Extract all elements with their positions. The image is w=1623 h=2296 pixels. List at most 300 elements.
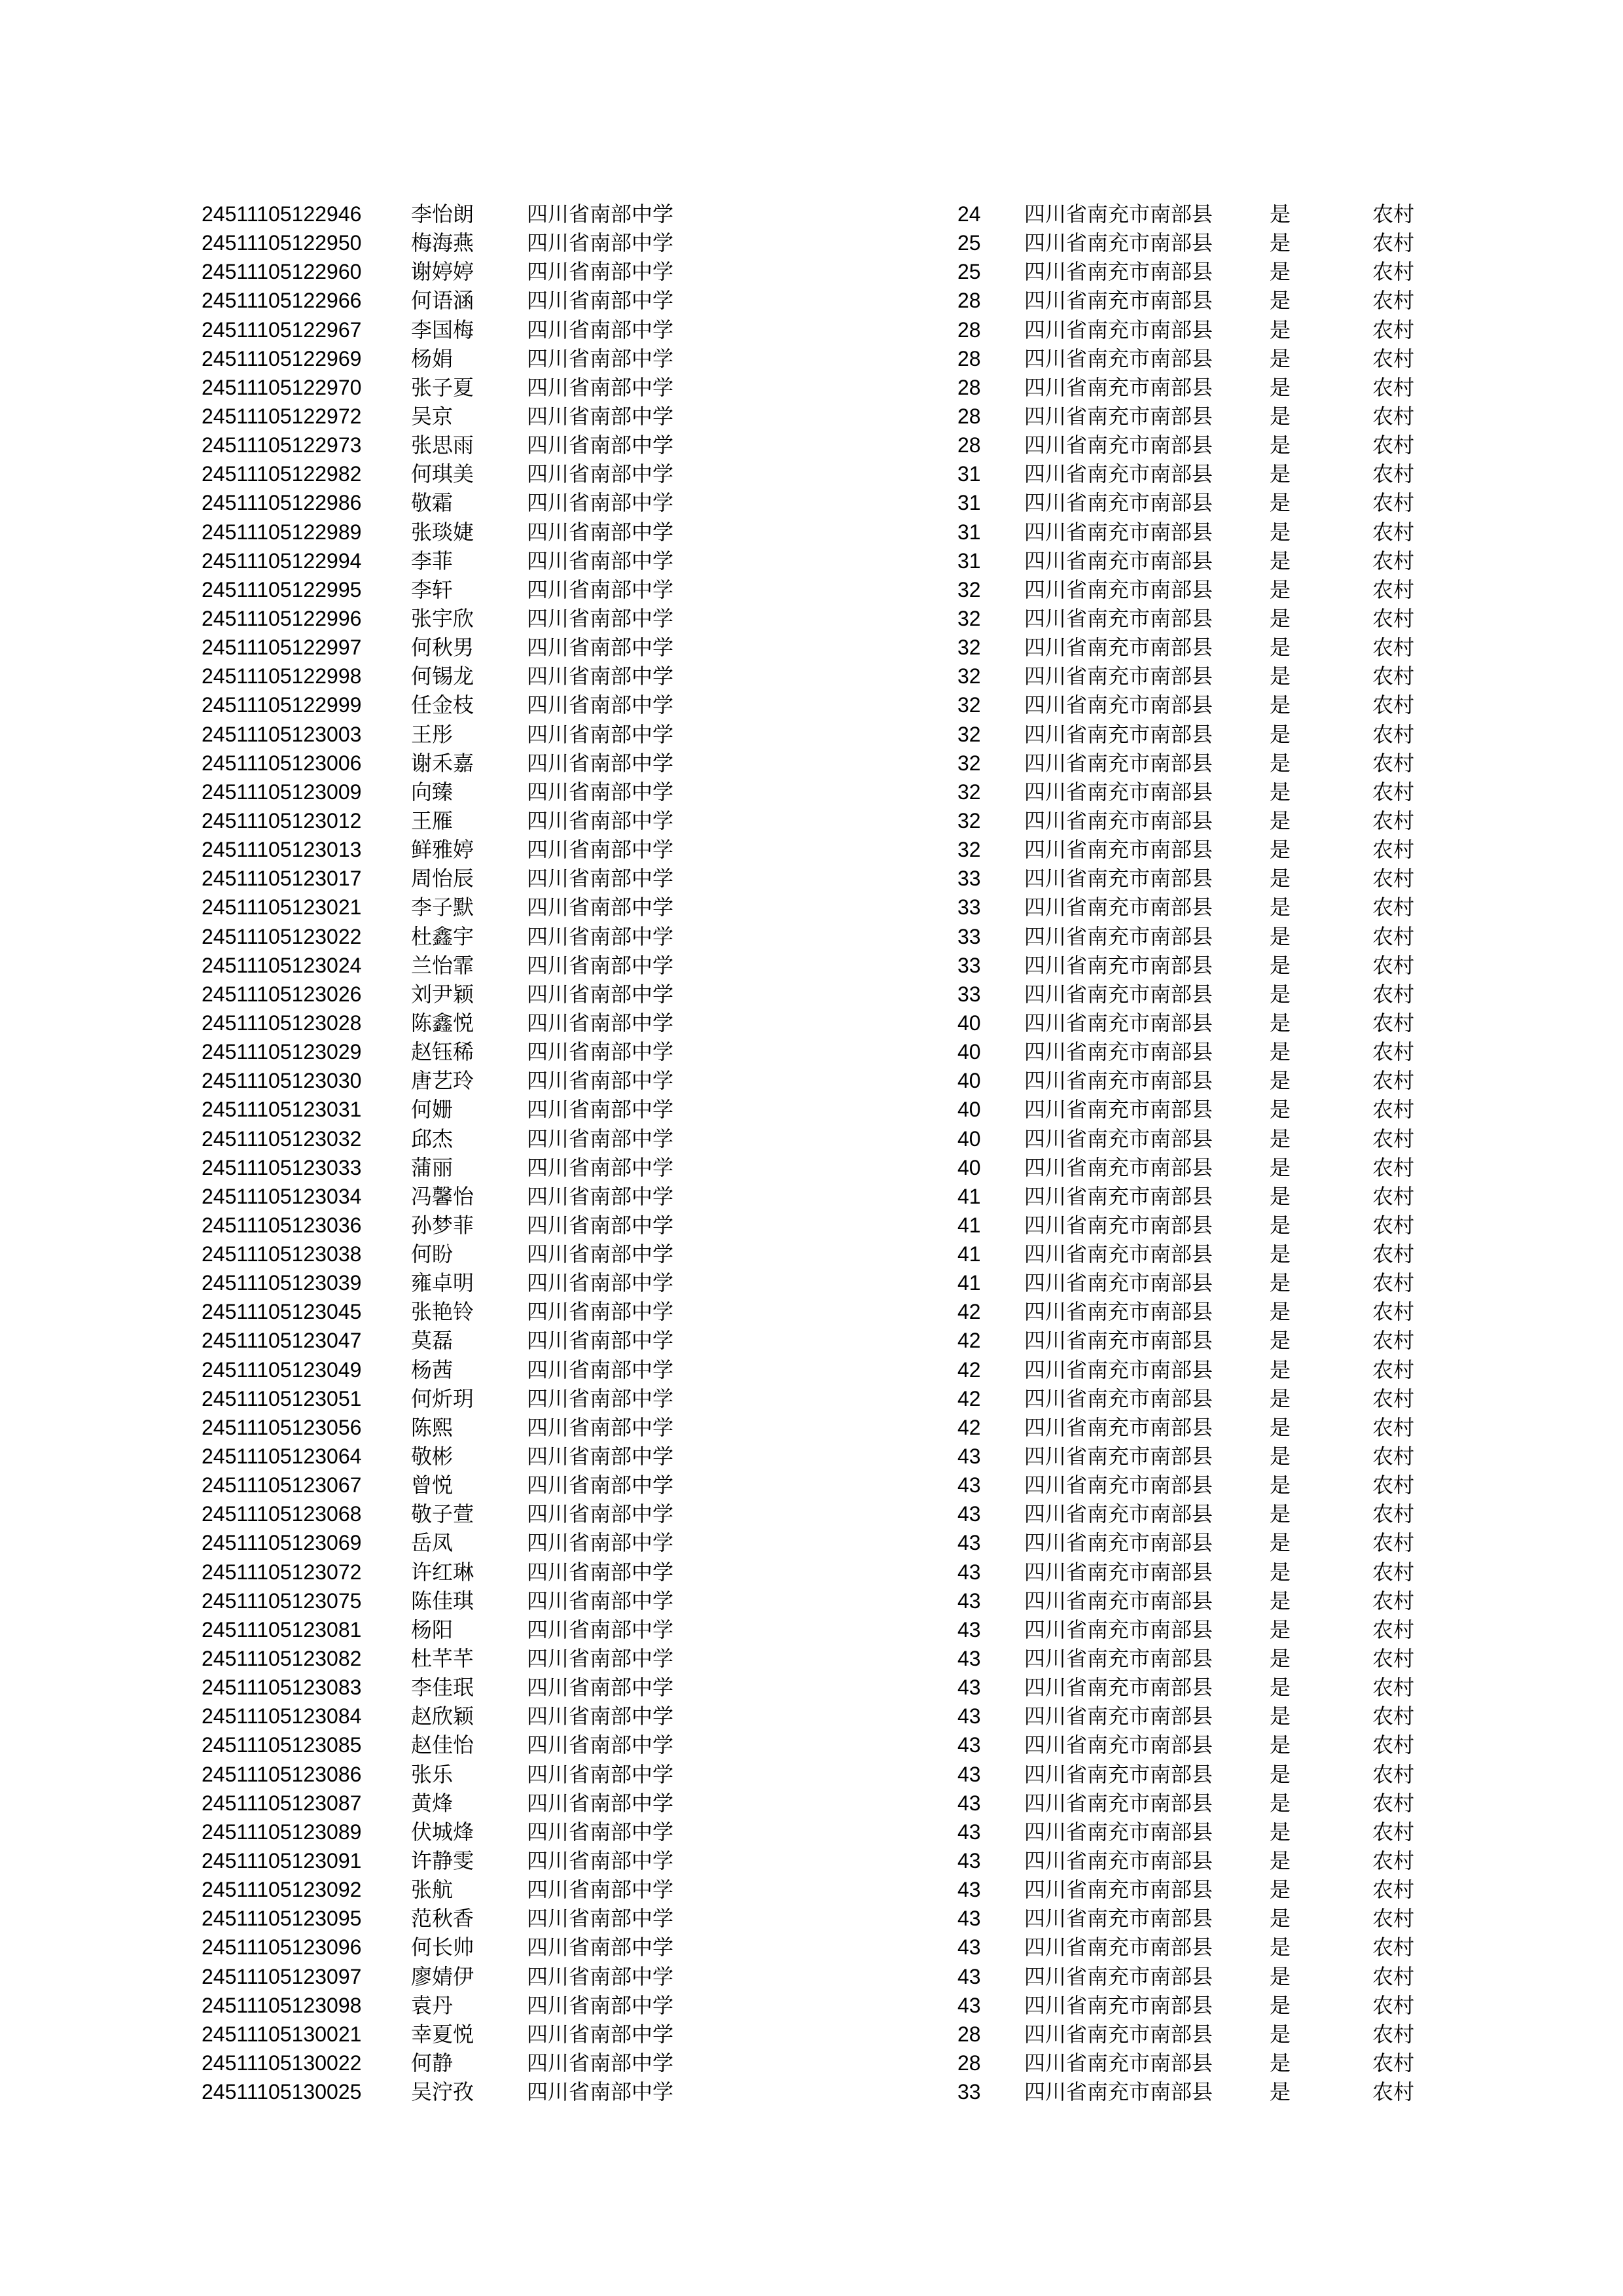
table-row	[0, 1499, 1623, 1528]
student-id-cell: 24511105123087	[202, 1791, 362, 1815]
table-row	[0, 2049, 1623, 2077]
school-cell: 四川省南部中学	[527, 374, 674, 400]
student-id-cell: 24511105122989	[202, 520, 362, 544]
address-cell: 四川省南充市南部县	[1024, 548, 1213, 573]
student-id-cell: 24511105130021	[202, 2022, 362, 2046]
number-cell: 32	[957, 838, 981, 862]
school-cell: 四川省南部中学	[527, 1039, 674, 1065]
school-cell: 四川省南部中学	[527, 692, 674, 718]
yes-cell: 是	[1270, 490, 1291, 516]
name-cell: 冯馨怡	[411, 1183, 474, 1209]
table-row	[0, 257, 1623, 286]
name-cell: 陈佳琪	[411, 1588, 474, 1613]
number-cell: 43	[957, 1502, 981, 1526]
name-cell: 王雁	[411, 808, 454, 833]
number-cell: 42	[957, 1415, 981, 1439]
number-cell: 40	[957, 1011, 981, 1035]
data-table	[0, 200, 1623, 2106]
number-cell: 42	[957, 1329, 981, 1353]
yes-cell: 是	[1270, 1906, 1291, 1931]
number-cell: 32	[957, 693, 981, 717]
yes-cell: 是	[1270, 548, 1291, 573]
student-id-cell: 24511105123097	[202, 1964, 362, 1988]
name-cell: 黄烽	[411, 1790, 454, 1816]
yes-cell: 是	[1270, 635, 1291, 660]
school-cell: 四川省南部中学	[527, 433, 674, 458]
number-cell: 31	[957, 462, 981, 486]
yes-cell: 是	[1270, 1328, 1291, 1354]
yes-cell: 是	[1270, 317, 1291, 342]
school-cell: 四川省南部中学	[527, 1906, 674, 1931]
student-id-cell: 24511105123072	[202, 1560, 362, 1584]
address-cell: 四川省南充市南部县	[1024, 461, 1213, 487]
school-cell: 四川省南部中学	[527, 461, 674, 487]
address-cell: 四川省南充市南部县	[1024, 1328, 1213, 1354]
table-row	[0, 1066, 1623, 1095]
address-cell: 四川省南充市南部县	[1024, 1935, 1213, 1960]
school-cell: 四川省南部中学	[527, 1819, 674, 1844]
school-cell: 四川省南部中学	[527, 1732, 674, 1758]
number-cell: 33	[957, 895, 981, 920]
address-cell: 四川省南充市南部县	[1024, 1242, 1213, 1267]
school-cell: 四川省南部中学	[527, 664, 674, 689]
table-row	[0, 1991, 1623, 2020]
name-cell: 李国梅	[411, 317, 474, 342]
student-id-cell: 24511105123024	[202, 953, 362, 977]
address-cell: 四川省南充市南部县	[1024, 1414, 1213, 1440]
area-type-cell: 农村	[1372, 1155, 1415, 1180]
table-row	[0, 1731, 1623, 1759]
name-cell: 唐艺玲	[411, 1068, 474, 1094]
student-id-cell: 24511105123083	[202, 1676, 362, 1700]
name-cell: 杨阳	[411, 1617, 454, 1642]
school-cell: 四川省南部中学	[527, 2051, 674, 2075]
yes-cell: 是	[1270, 461, 1291, 487]
yes-cell: 是	[1270, 2021, 1291, 2047]
table-row	[0, 1037, 1623, 1066]
yes-cell: 是	[1270, 1299, 1291, 1325]
area-type-cell: 农村	[1372, 692, 1415, 718]
address-cell: 四川省南充市南部县	[1024, 1473, 1213, 1498]
area-type-cell: 农村	[1372, 1530, 1415, 1556]
number-cell: 42	[957, 1300, 981, 1324]
table-row	[0, 1587, 1623, 1615]
student-id-cell: 24511105123098	[202, 1993, 362, 2017]
student-id-cell: 24511105123067	[202, 1473, 362, 1498]
name-cell: 范秋香	[411, 1906, 474, 1931]
address-cell: 四川省南充市南部县	[1024, 1675, 1213, 1700]
address-cell: 四川省南充市南部县	[1024, 837, 1213, 863]
number-cell: 41	[957, 1242, 981, 1266]
student-id-cell: 24511105123012	[202, 808, 362, 833]
student-id-cell: 24511105123028	[202, 1011, 362, 1035]
number-cell: 43	[957, 1964, 981, 1988]
school-cell: 四川省南部中学	[527, 1992, 674, 2018]
student-id-cell: 24511105123036	[202, 1213, 362, 1237]
name-cell: 何静	[411, 2051, 454, 2075]
name-cell: 周怡辰	[411, 866, 474, 891]
table-row	[0, 200, 1623, 228]
area-type-cell: 农村	[1372, 750, 1415, 776]
name-cell: 刘尹颖	[411, 981, 474, 1007]
address-cell: 四川省南充市南部县	[1024, 1530, 1213, 1556]
table-row	[0, 1904, 1623, 1933]
address-cell: 四川省南充市南部县	[1024, 519, 1213, 545]
table-row	[0, 749, 1623, 778]
table-row	[0, 1095, 1623, 1124]
address-cell: 四川省南充市南部县	[1024, 1270, 1213, 1296]
school-cell: 四川省南部中学	[527, 779, 674, 804]
yes-cell: 是	[1270, 895, 1291, 920]
yes-cell: 是	[1270, 1097, 1291, 1122]
table-row	[0, 1384, 1623, 1413]
address-cell: 四川省南充市南部县	[1024, 1646, 1213, 1672]
number-cell: 33	[957, 924, 981, 948]
school-cell: 四川省南部中学	[527, 2079, 674, 2105]
school-cell: 四川省南部中学	[527, 490, 674, 516]
name-cell: 雍卓明	[411, 1270, 474, 1296]
yes-cell: 是	[1270, 1992, 1291, 2018]
address-cell: 四川省南充市南部县	[1024, 1906, 1213, 1931]
address-cell: 四川省南充市南部县	[1024, 721, 1213, 747]
name-cell: 赵钰稀	[411, 1039, 474, 1065]
yes-cell: 是	[1270, 1617, 1291, 1642]
name-cell: 梅海燕	[411, 230, 474, 256]
table-row	[0, 1673, 1623, 1702]
school-cell: 四川省南部中学	[527, 1068, 674, 1094]
school-cell: 四川省南部中学	[527, 1761, 674, 1787]
school-cell: 四川省南部中学	[527, 837, 674, 863]
school-cell: 四川省南部中学	[527, 1212, 674, 1238]
yes-cell: 是	[1270, 1473, 1291, 1498]
student-id-cell: 24511105122994	[202, 548, 362, 573]
yes-cell: 是	[1270, 1790, 1291, 1816]
school-cell: 四川省南部中学	[527, 952, 674, 978]
number-cell: 43	[957, 1935, 981, 1960]
student-id-cell: 24511105123085	[202, 1733, 362, 1757]
school-cell: 四川省南部中学	[527, 403, 674, 429]
area-type-cell: 农村	[1372, 1848, 1415, 1874]
student-id-cell: 24511105123026	[202, 982, 362, 1006]
table-row	[0, 1789, 1623, 1818]
area-type-cell: 农村	[1372, 605, 1415, 631]
student-id-cell: 24511105122972	[202, 404, 362, 428]
table-row	[0, 1182, 1623, 1211]
student-id-cell: 24511105122996	[202, 606, 362, 630]
address-cell: 四川省南充市南部县	[1024, 1617, 1213, 1642]
name-cell: 赵佳怡	[411, 1732, 474, 1758]
address-cell: 四川省南充市南部县	[1024, 1155, 1213, 1180]
number-cell: 32	[957, 664, 981, 689]
area-type-cell: 农村	[1372, 1732, 1415, 1758]
address-cell: 四川省南充市南部县	[1024, 230, 1213, 256]
address-cell: 四川省南充市南部县	[1024, 866, 1213, 891]
table-row	[0, 633, 1623, 662]
number-cell: 32	[957, 636, 981, 660]
number-cell: 43	[957, 1588, 981, 1613]
yes-cell: 是	[1270, 259, 1291, 285]
table-row	[0, 1615, 1623, 1644]
school-cell: 四川省南部中学	[527, 750, 674, 776]
number-cell: 40	[957, 1069, 981, 1093]
table-row	[0, 1528, 1623, 1557]
address-cell: 四川省南充市南部县	[1024, 1790, 1213, 1816]
table-row	[0, 778, 1623, 806]
address-cell: 四川省南充市南部县	[1024, 1444, 1213, 1469]
address-cell: 四川省南充市南部县	[1024, 1761, 1213, 1787]
area-type-cell: 农村	[1372, 779, 1415, 804]
area-type-cell: 农村	[1372, 1992, 1415, 2018]
school-cell: 四川省南部中学	[527, 1183, 674, 1209]
address-cell: 四川省南充市南部县	[1024, 1357, 1213, 1382]
school-cell: 四川省南部中学	[527, 1964, 674, 1989]
area-type-cell: 农村	[1372, 1328, 1415, 1354]
school-cell: 四川省南部中学	[527, 895, 674, 920]
student-id-cell: 24511105123022	[202, 924, 362, 948]
area-type-cell: 农村	[1372, 1877, 1415, 1903]
yes-cell: 是	[1270, 1126, 1291, 1151]
address-cell: 四川省南充市南部县	[1024, 2079, 1213, 2105]
area-type-cell: 农村	[1372, 1617, 1415, 1642]
student-id-cell: 24511105122969	[202, 346, 362, 370]
school-cell: 四川省南部中学	[527, 1386, 674, 1411]
area-type-cell: 农村	[1372, 1386, 1415, 1411]
table-row	[0, 402, 1623, 431]
student-id-cell: 24511105130022	[202, 2051, 362, 2075]
school-cell: 四川省南部中学	[527, 1530, 674, 1556]
name-cell: 何锡龙	[411, 664, 474, 689]
table-row	[0, 720, 1623, 749]
student-id-cell: 24511105123056	[202, 1415, 362, 1439]
yes-cell: 是	[1270, 346, 1291, 371]
name-cell: 赵欣颖	[411, 1704, 474, 1729]
table-row	[0, 806, 1623, 835]
number-cell: 33	[957, 2080, 981, 2104]
school-cell: 四川省南部中学	[527, 981, 674, 1007]
student-id-cell: 24511105123031	[202, 1098, 362, 1122]
yes-cell: 是	[1270, 664, 1291, 689]
name-cell: 幸夏悦	[411, 2021, 474, 2047]
table-row	[0, 488, 1623, 517]
student-id-cell: 24511105123086	[202, 1762, 362, 1786]
school-cell: 四川省南部中学	[527, 1444, 674, 1469]
yes-cell: 是	[1270, 1646, 1291, 1672]
area-type-cell: 农村	[1372, 1761, 1415, 1787]
name-cell: 何长帅	[411, 1935, 474, 1960]
student-id-cell: 24511105123081	[202, 1617, 362, 1641]
student-id-cell: 24511105123039	[202, 1271, 362, 1295]
school-cell: 四川省南部中学	[527, 721, 674, 747]
student-id-cell: 24511105123047	[202, 1329, 362, 1353]
address-cell: 四川省南充市南部县	[1024, 779, 1213, 804]
address-cell: 四川省南充市南部县	[1024, 433, 1213, 458]
school-cell: 四川省南部中学	[527, 1414, 674, 1440]
yes-cell: 是	[1270, 1675, 1291, 1700]
student-id-cell: 24511105122970	[202, 375, 362, 399]
yes-cell: 是	[1270, 1704, 1291, 1729]
address-cell: 四川省南充市南部县	[1024, 1386, 1213, 1411]
yes-cell: 是	[1270, 1819, 1291, 1844]
name-cell: 曾悦	[411, 1473, 454, 1498]
address-cell: 四川省南充市南部县	[1024, 605, 1213, 631]
table-row	[0, 1933, 1623, 1962]
table-row	[0, 1846, 1623, 1875]
area-type-cell: 农村	[1372, 2021, 1415, 2047]
student-id-cell: 24511105123030	[202, 1069, 362, 1093]
name-cell: 何姗	[411, 1097, 454, 1122]
number-cell: 28	[957, 289, 981, 313]
table-row	[0, 893, 1623, 922]
number-cell: 43	[957, 1791, 981, 1815]
area-type-cell: 农村	[1372, 1790, 1415, 1816]
name-cell: 鲜雅婷	[411, 837, 474, 863]
area-type-cell: 农村	[1372, 1357, 1415, 1382]
student-id-cell: 24511105123069	[202, 1531, 362, 1555]
school-cell: 四川省南部中学	[527, 1126, 674, 1151]
table-row	[0, 431, 1623, 459]
table-row	[0, 547, 1623, 575]
table-row	[0, 691, 1623, 719]
school-cell: 四川省南部中学	[527, 808, 674, 833]
name-cell: 张宇欣	[411, 605, 474, 631]
yes-cell: 是	[1270, 577, 1291, 602]
number-cell: 41	[957, 1213, 981, 1237]
student-id-cell: 24511105123091	[202, 1849, 362, 1873]
yes-cell: 是	[1270, 605, 1291, 631]
yes-cell: 是	[1270, 202, 1291, 226]
yes-cell: 是	[1270, 1588, 1291, 1613]
name-cell: 张航	[411, 1877, 454, 1903]
name-cell: 莫磊	[411, 1328, 454, 1354]
address-cell: 四川省南充市南部县	[1024, 1588, 1213, 1613]
student-id-cell: 24511105123021	[202, 895, 362, 920]
name-cell: 李菲	[411, 548, 454, 573]
number-cell: 28	[957, 404, 981, 428]
address-cell: 四川省南充市南部县	[1024, 1559, 1213, 1585]
address-cell: 四川省南充市南部县	[1024, 1097, 1213, 1122]
area-type-cell: 农村	[1372, 1010, 1415, 1035]
name-cell: 敬霜	[411, 490, 454, 516]
table-row	[0, 373, 1623, 402]
student-id-cell: 24511105123013	[202, 838, 362, 862]
area-type-cell: 农村	[1372, 259, 1415, 285]
yes-cell: 是	[1270, 1848, 1291, 1874]
school-cell: 四川省南部中学	[527, 519, 674, 545]
number-cell: 28	[957, 346, 981, 370]
table-row	[0, 1009, 1623, 1037]
yes-cell: 是	[1270, 866, 1291, 891]
address-cell: 四川省南充市南部县	[1024, 1501, 1213, 1527]
student-id-cell: 24511105122966	[202, 289, 362, 313]
school-cell: 四川省南部中学	[527, 1790, 674, 1816]
student-id-cell: 24511105122960	[202, 260, 362, 284]
name-cell: 兰怡霏	[411, 952, 474, 978]
area-type-cell: 农村	[1372, 548, 1415, 573]
area-type-cell: 农村	[1372, 2079, 1415, 2105]
school-cell: 四川省南部中学	[527, 1588, 674, 1613]
name-cell: 孙梦菲	[411, 1212, 474, 1238]
address-cell: 四川省南充市南部县	[1024, 664, 1213, 689]
school-cell: 四川省南部中学	[527, 635, 674, 660]
area-type-cell: 农村	[1372, 433, 1415, 458]
school-cell: 四川省南部中学	[527, 924, 674, 949]
school-cell: 四川省南部中学	[527, 1097, 674, 1122]
number-cell: 43	[957, 1704, 981, 1729]
name-cell: 谢婷婷	[411, 259, 474, 285]
school-cell: 四川省南部中学	[527, 1848, 674, 1874]
area-type-cell: 农村	[1372, 1964, 1415, 1989]
table-row	[0, 1297, 1623, 1326]
area-type-cell: 农村	[1372, 1559, 1415, 1585]
area-type-cell: 农村	[1372, 1270, 1415, 1296]
school-cell: 四川省南部中学	[527, 866, 674, 891]
table-row	[0, 922, 1623, 951]
area-type-cell: 农村	[1372, 2051, 1415, 2075]
student-id-cell: 24511105123033	[202, 1155, 362, 1179]
address-cell: 四川省南充市南部县	[1024, 1732, 1213, 1758]
school-cell: 四川省南部中学	[527, 1646, 674, 1672]
table-row	[0, 1240, 1623, 1268]
number-cell: 33	[957, 982, 981, 1006]
yes-cell: 是	[1270, 1357, 1291, 1382]
name-cell: 向臻	[411, 779, 454, 804]
number-cell: 43	[957, 1849, 981, 1873]
name-cell: 吴泞孜	[411, 2079, 474, 2105]
student-id-cell: 24511105123092	[202, 1878, 362, 1902]
yes-cell: 是	[1270, 1732, 1291, 1758]
student-id-cell: 24511105123003	[202, 722, 362, 746]
school-cell: 四川省南部中学	[527, 1473, 674, 1498]
name-cell: 王彤	[411, 721, 454, 747]
yes-cell: 是	[1270, 1183, 1291, 1209]
student-id-cell: 24511105122995	[202, 577, 362, 601]
number-cell: 43	[957, 1444, 981, 1469]
address-cell: 四川省南充市南部县	[1024, 1039, 1213, 1065]
table-row	[0, 575, 1623, 604]
address-cell: 四川省南充市南部县	[1024, 1992, 1213, 2018]
name-cell: 杨娟	[411, 346, 454, 371]
school-cell: 四川省南部中学	[527, 1328, 674, 1354]
yes-cell: 是	[1270, 288, 1291, 314]
name-cell: 张艳铃	[411, 1299, 474, 1325]
student-id-cell: 24511105123084	[202, 1704, 362, 1729]
student-id-cell: 24511105123032	[202, 1126, 362, 1151]
school-cell: 四川省南部中学	[527, 346, 674, 371]
student-id-cell: 24511105123068	[202, 1502, 362, 1526]
number-cell: 41	[957, 1271, 981, 1295]
yes-cell: 是	[1270, 692, 1291, 718]
name-cell: 何语涵	[411, 288, 474, 314]
address-cell: 四川省南充市南部县	[1024, 808, 1213, 833]
table-row	[0, 1558, 1623, 1587]
name-cell: 蒲丽	[411, 1155, 454, 1180]
yes-cell: 是	[1270, 1530, 1291, 1556]
area-type-cell: 农村	[1372, 1444, 1415, 1469]
number-cell: 33	[957, 953, 981, 977]
area-type-cell: 农村	[1372, 635, 1415, 660]
table-row	[0, 459, 1623, 488]
student-id-cell: 24511105123006	[202, 751, 362, 775]
number-cell: 43	[957, 1993, 981, 2017]
student-id-cell: 24511105123064	[202, 1444, 362, 1469]
student-id-cell: 24511105123075	[202, 1588, 362, 1613]
area-type-cell: 农村	[1372, 866, 1415, 891]
address-cell: 四川省南充市南部县	[1024, 403, 1213, 429]
table-row	[0, 1644, 1623, 1673]
table-row	[0, 835, 1623, 864]
student-id-cell: 24511105122950	[202, 231, 362, 255]
area-type-cell: 农村	[1372, 230, 1415, 256]
